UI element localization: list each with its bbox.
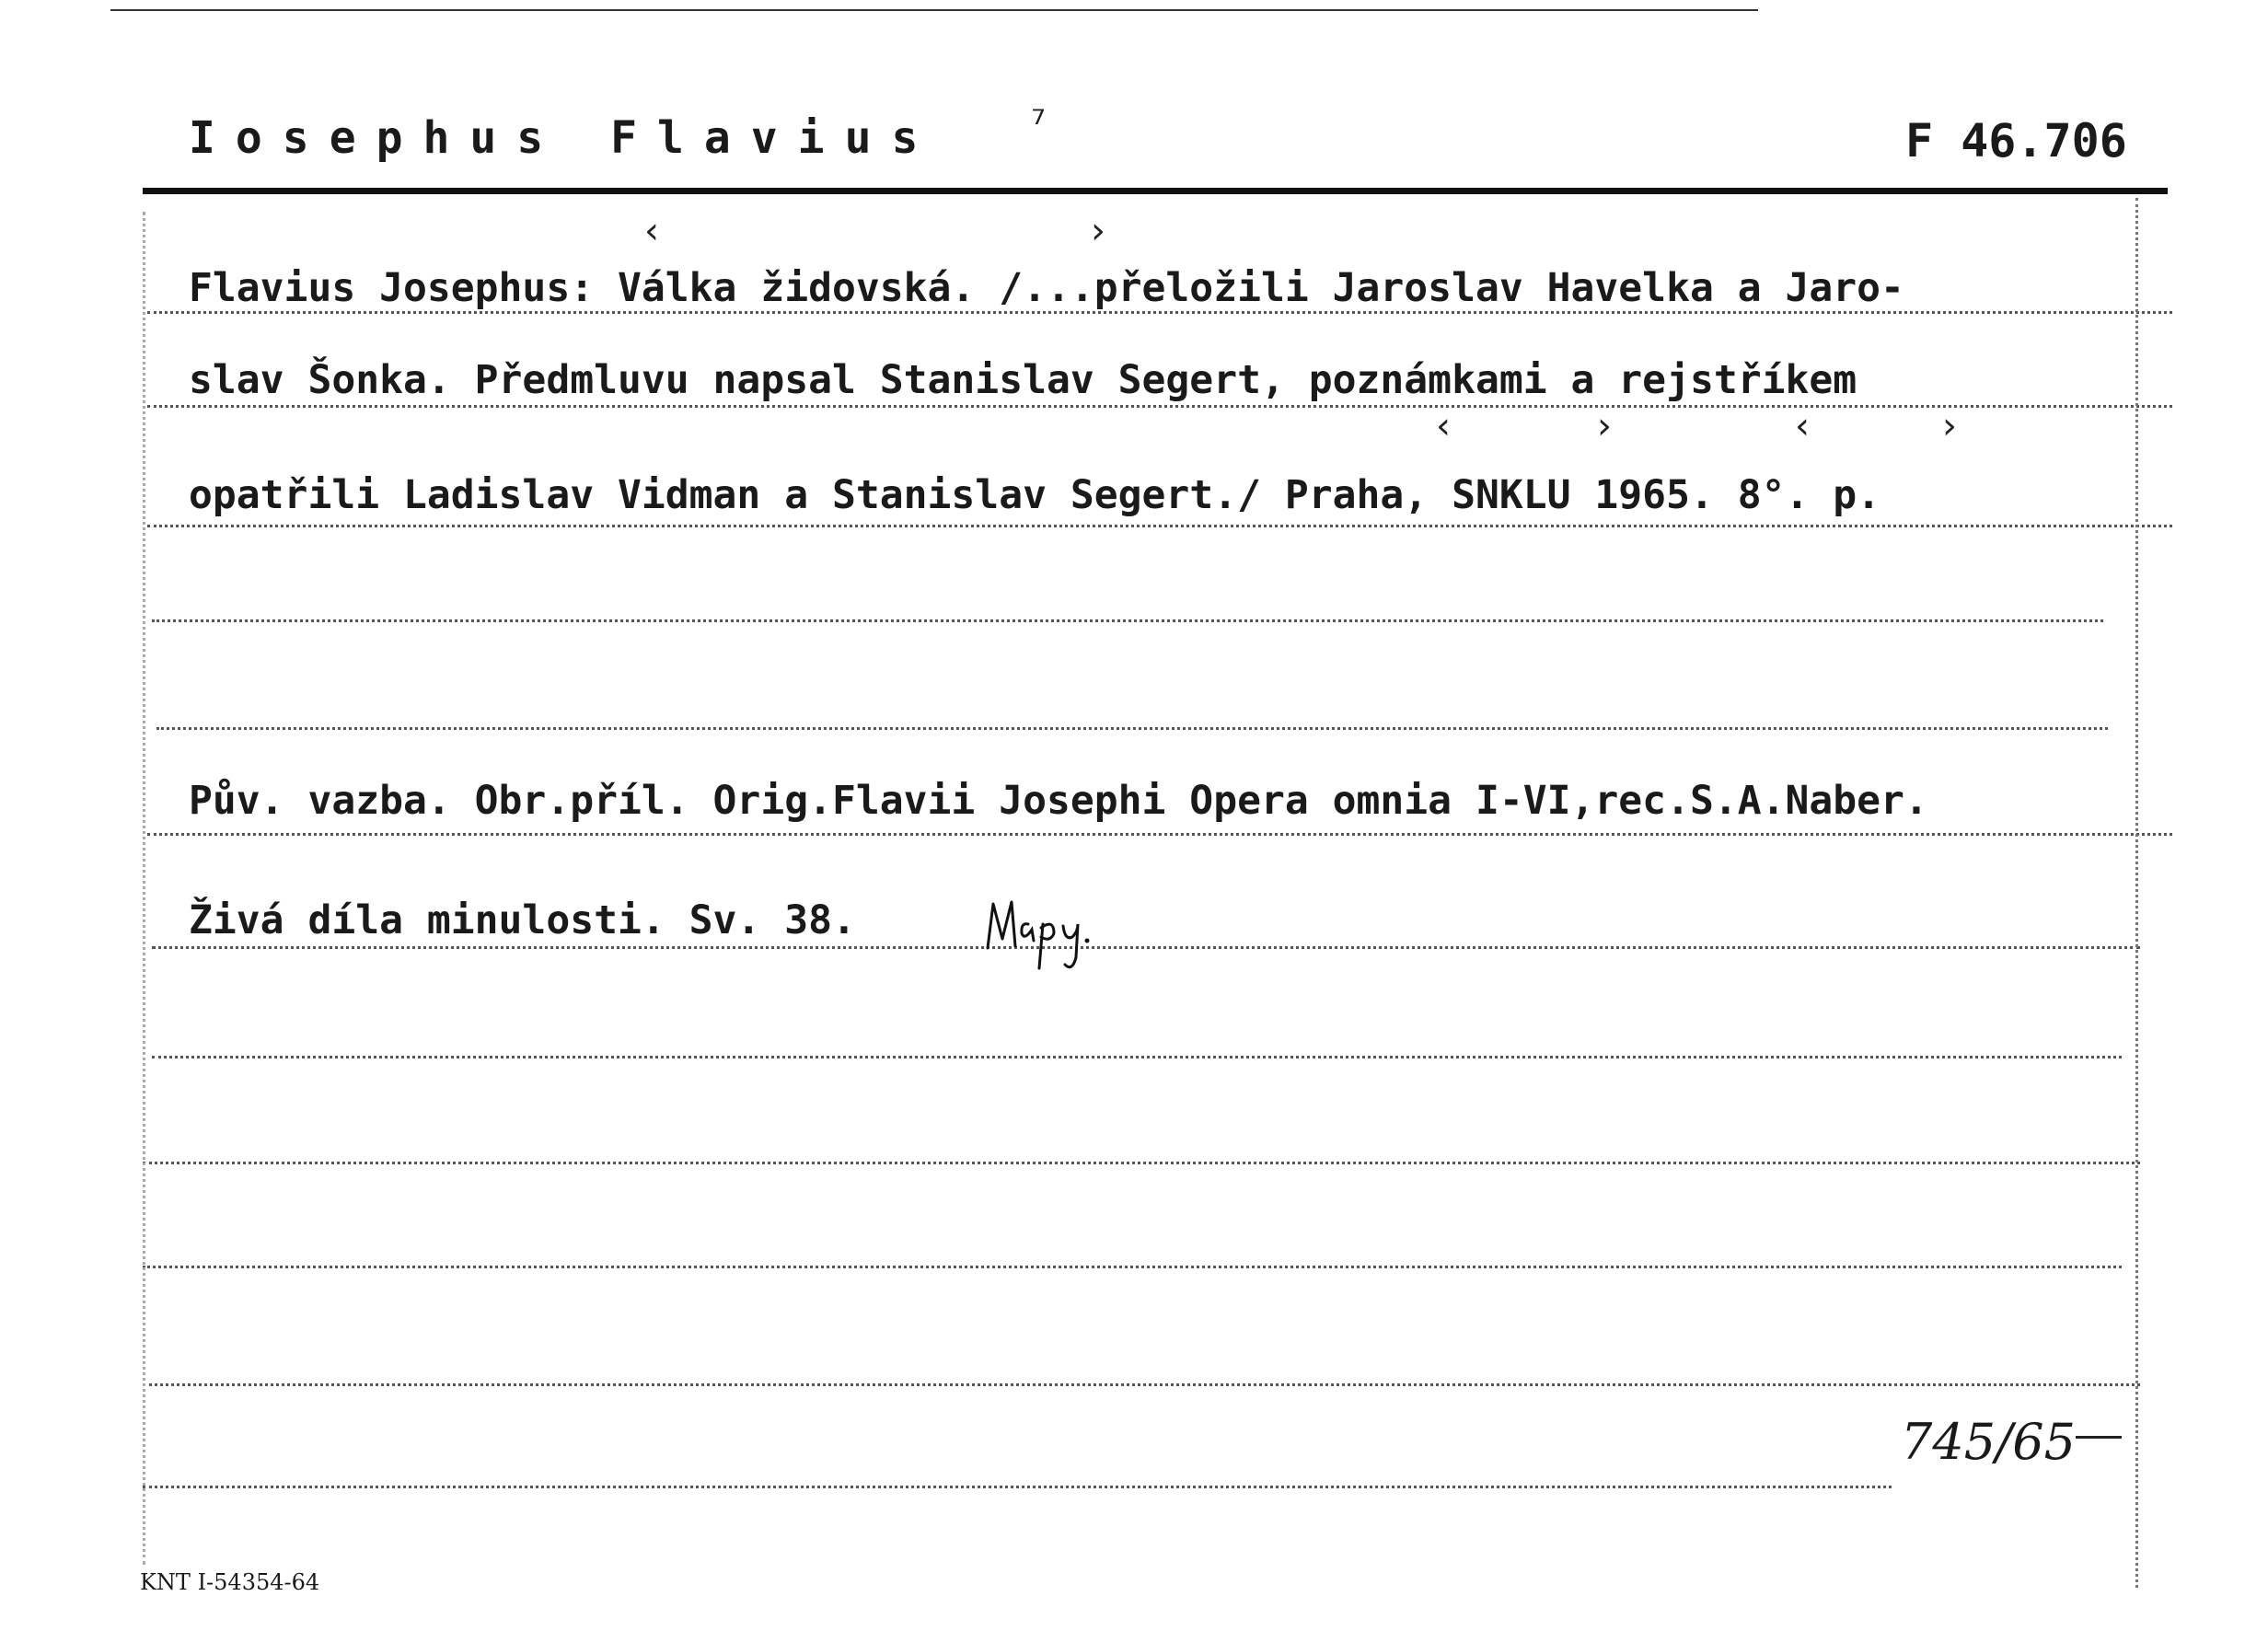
open-angle-mark: ‹ [1795,405,1810,447]
heading-rule [143,188,2168,194]
handwritten-mapy-glyph [980,884,1118,976]
left-margin-dots [143,212,145,1565]
open-angle-mark: ‹ [644,210,659,252]
dotted-rule [147,311,2172,314]
dotted-rule [143,1162,2140,1164]
description-line-1: Flavius Josephus: Válka židovská. /...přeložili Jaroslav Havelka a Jaro- [189,265,1904,311]
dotted-rule [152,946,2140,949]
dotted-rule [143,1266,2122,1268]
card-heading: Iosephus Flavius [189,112,939,164]
close-angle-mark: › [1597,405,1612,447]
close-angle-mark: › [1942,405,1957,447]
top-rule [110,9,1758,11]
note-line-1: Pův. vazba. Obr.příl. Orig.Flavii Josephi Opera omnia I-VI,rec.S.A.Naber. [189,778,1928,824]
shelf-signature: F 46.706 [1905,114,2127,168]
dotted-rule [147,833,2172,836]
dotted-rule [143,1486,1892,1488]
right-margin-dots [2135,198,2138,1588]
accession-dash [2076,1436,2122,1439]
dotted-rule [152,619,2103,622]
dotted-rule [156,727,2108,730]
dotted-rule [152,1056,2122,1058]
dotted-rule [143,1383,2140,1386]
accession-number: 745/65 [1901,1413,2076,1471]
description-line-3: opatřili Ladislav Vidman a Stanislav Segert./ Praha, SNKLU 1965. 8°. p. [189,472,1881,518]
description-line-2: slav Šonka. Předmluvu napsal Stanislav Segert, poznámkami a rejstříkem [189,357,1857,403]
dotted-rule [147,405,2172,408]
bracket-mark: ⁷ [1031,103,1047,145]
handwritten-note [980,884,1118,976]
close-angle-mark: › [1091,210,1105,252]
open-angle-mark: ‹ [1436,405,1451,447]
note-line-2: Živá díla minulosti. Sv. 38. [189,897,856,943]
printer-code: KNT I-54354-64 [140,1569,320,1595]
dotted-rule [147,525,2172,527]
